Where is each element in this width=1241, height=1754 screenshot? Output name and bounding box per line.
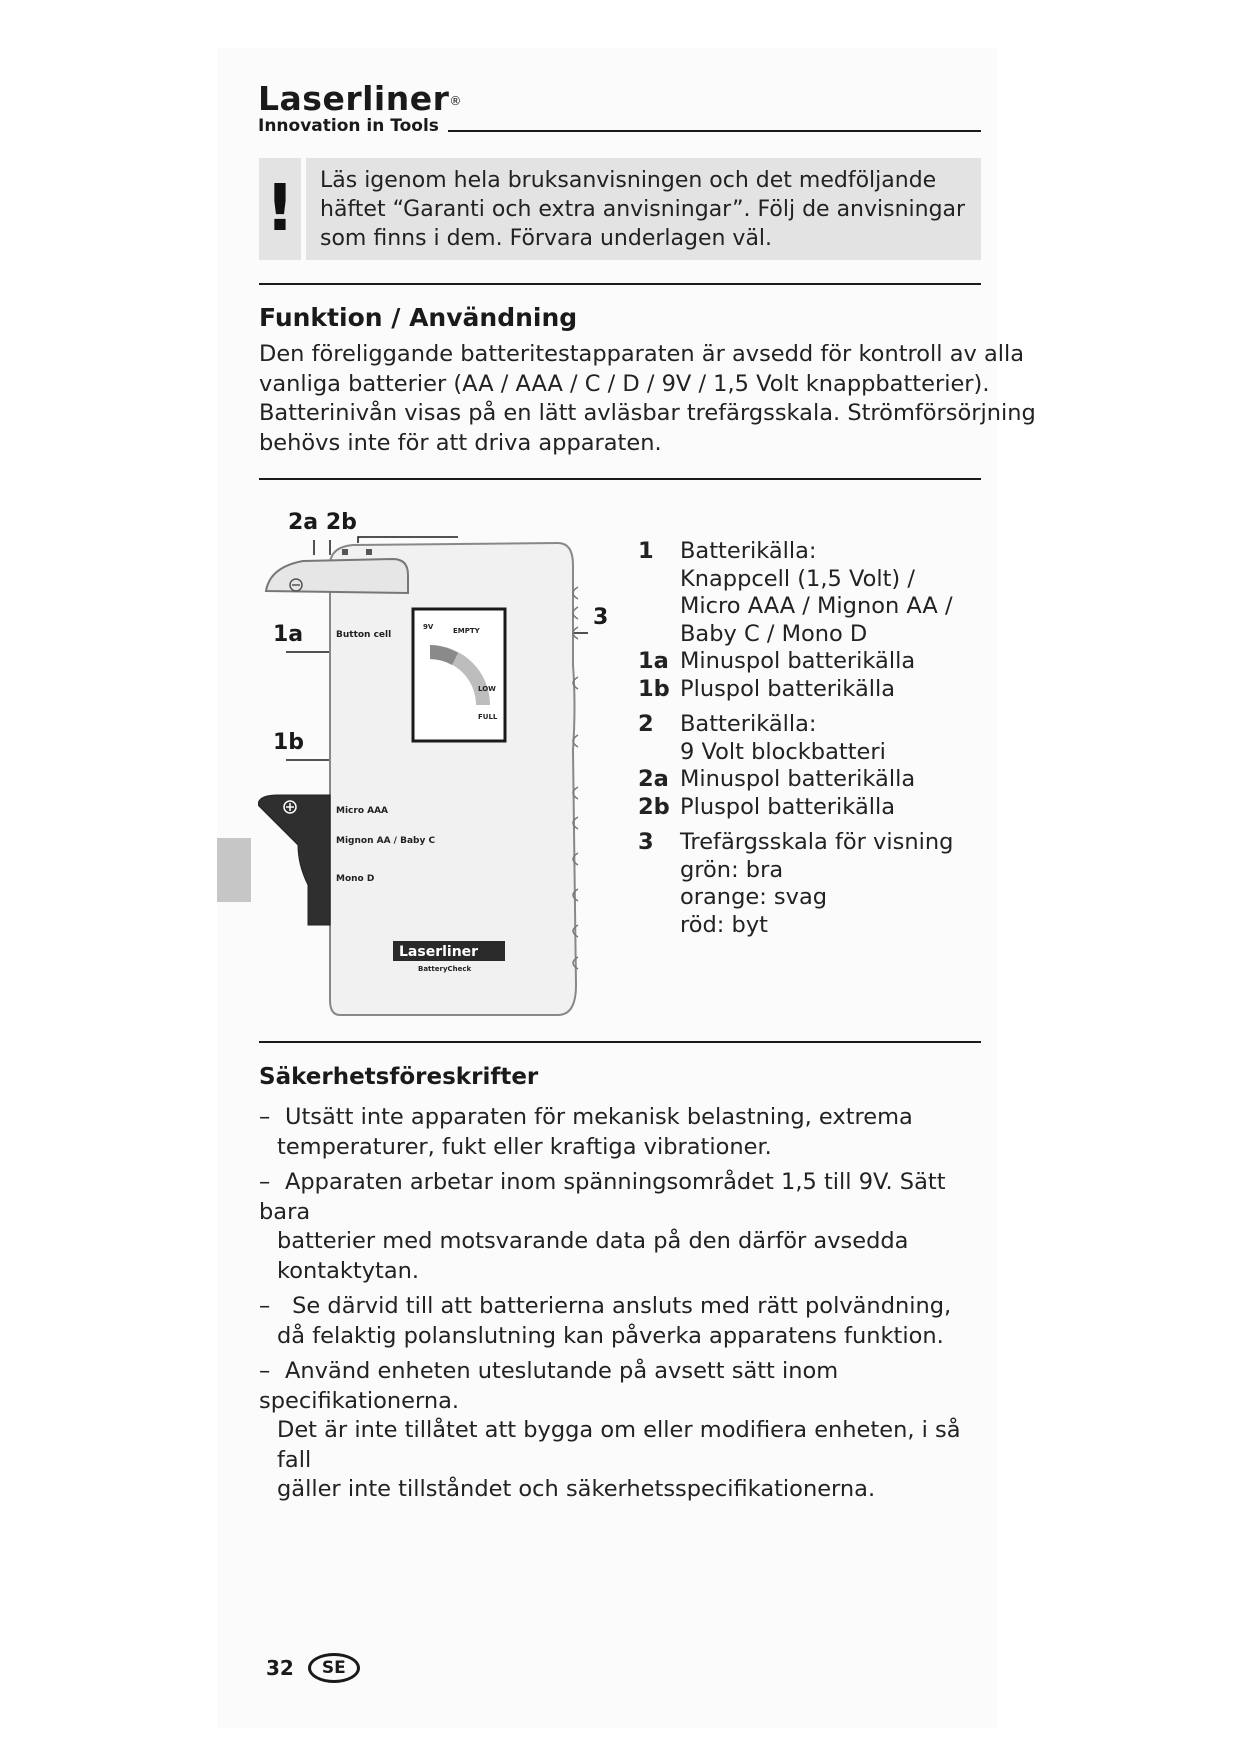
legend-item: 2a Minuspol batterikälla: [638, 766, 916, 792]
page-footer: [266, 1653, 360, 1683]
label-button-cell: Button cell: [336, 630, 392, 640]
exclamation-icon: !: [259, 158, 301, 260]
slider-contact: [258, 795, 330, 925]
leader-1b: [286, 760, 330, 797]
legend-item: 1b Pluspol batterikälla: [638, 675, 896, 702]
legend-item: 1a Minuspol batterikälla: [638, 648, 916, 674]
scale-label-full: FULL: [478, 713, 498, 721]
scale-label-9v: 9V: [423, 623, 434, 631]
device-illustration: [258, 505, 618, 1025]
callout-3: 3: [593, 605, 609, 630]
device-diagram: [258, 505, 618, 1025]
legend-item: 2b Pluspol batterikälla: [638, 793, 896, 820]
callout-1b: 1b: [273, 730, 305, 755]
section-title-function: Funktion / Användning: [259, 303, 578, 332]
chapter-tab: [217, 838, 251, 902]
warning-box: [259, 158, 981, 260]
scale-label-low: LOW: [478, 685, 496, 693]
legend-item: 1 Batterikälla: Knappcell (1,5 Volt) / Micro AAA / Mignon AA / Baby C / Mono D: [638, 538, 953, 647]
brand-tagline: Innovation in Tools: [258, 116, 439, 136]
brand-name: Laserliner: [258, 79, 450, 118]
callout-2a2b: 2a 2b: [288, 510, 357, 535]
device-model-text: BatteryCheck: [418, 965, 472, 973]
divider: [259, 283, 981, 285]
label-micro: Micro AAA: [336, 806, 389, 816]
registered-mark: ®: [449, 94, 462, 108]
divider: [259, 478, 981, 480]
label-mignon: Mignon AA / Baby C: [336, 836, 436, 846]
leader-2b-top: [358, 537, 458, 543]
function-paragraph: Den föreliggande batteritestapparaten är avsedd för kontroll av alla vanliga batterier (AA / AAA / C / D / 9V / 1,5 Volt knappbatterier). Batterinivån visas på en lätt avläsbar trefärgsskala. Strömförsörjning behövs inte för att driva apparaten.: [259, 341, 1036, 456]
safety-item: – Se därvid till att batterierna ansluts med rätt polvändning, då felaktig polanslutning kan påverka apparatens funktion.: [259, 1293, 952, 1349]
section-title-safety: Säkerhetsföreskrifter: [259, 1064, 539, 1090]
scale-label-empty: EMPTY: [453, 627, 480, 635]
safety-item: – Använd enheten uteslutande på avsett sätt inom specifikationerna. Det är inte tillåtet att bygga om eller modifiera enheten, i så fall gäller inte tillståndet och säkerhetsspecifikationerna.: [259, 1358, 961, 1502]
language-badge: SE: [308, 1653, 360, 1683]
terminal-9v-minus: [342, 549, 348, 555]
brand-logo: [258, 79, 462, 136]
top-clip: [266, 559, 408, 593]
warning-text: Läs igenom hela bruksanvisningen och det medföljande häftet “Garanti och extra anvisningar”. Följ de anvisningar som finns i dem. Förvara underlagen väl.: [306, 158, 981, 260]
page-number: 32: [266, 1656, 294, 1680]
legend-item: 2 Batterikälla: 9 Volt blockbatteri: [638, 711, 886, 765]
safety-list: [259, 1103, 999, 1511]
header-rule: [448, 130, 981, 132]
divider: [259, 1041, 981, 1043]
legend-list: [638, 538, 998, 939]
terminal-9v-plus: [366, 549, 372, 555]
label-mono: Mono D: [336, 874, 375, 884]
legend-item: 3 Trefärgsskala för visning grön: bra orange: svag röd: byt: [638, 829, 954, 938]
safety-item: – Utsätt inte apparaten för mekanisk belastning, extrema temperaturer, fukt eller kraftiga vibrationer.: [259, 1104, 913, 1160]
callout-1a: 1a: [273, 622, 304, 647]
safety-item: – Apparaten arbetar inom spänningsområdet 1,5 till 9V. Sätt bara batterier med motsvarande data på den därför avsedda kontaktytan.: [259, 1169, 946, 1284]
leader-1a: [286, 620, 330, 652]
device-logo-text: Laserliner: [399, 944, 479, 960]
